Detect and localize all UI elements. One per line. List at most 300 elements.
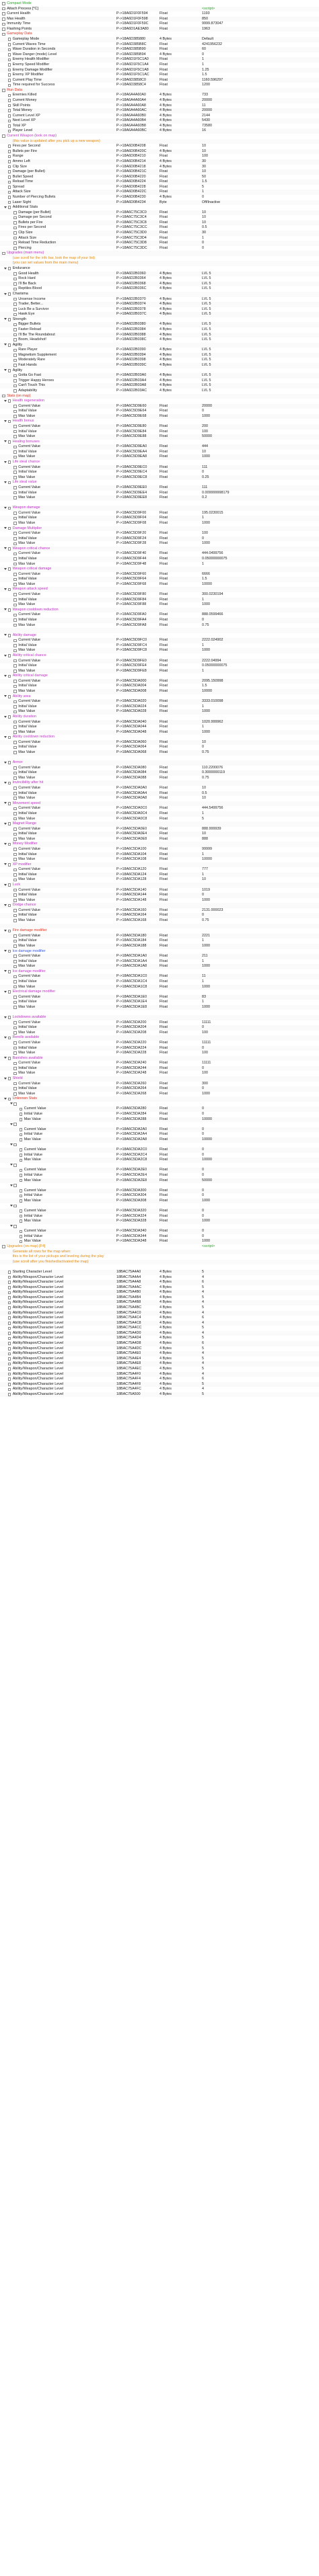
table-row[interactable] bbox=[0, 592, 319, 598]
active-checkbox[interactable] bbox=[8, 1077, 11, 1080]
active-checkbox[interactable] bbox=[8, 1296, 11, 1299]
row-value[interactable]: 1000 bbox=[202, 1004, 210, 1009]
table-row[interactable] bbox=[0, 1316, 319, 1321]
active-checkbox[interactable] bbox=[13, 879, 17, 882]
active-checkbox[interactable] bbox=[13, 456, 17, 459]
active-checkbox[interactable] bbox=[8, 654, 11, 657]
expand-arrow-icon[interactable] bbox=[4, 268, 7, 270]
active-checkbox[interactable] bbox=[13, 1021, 17, 1024]
active-checkbox[interactable] bbox=[2, 134, 5, 138]
row-value[interactable]: 1000 bbox=[202, 602, 210, 607]
row-value[interactable]: 1 bbox=[202, 597, 204, 602]
table-row[interactable] bbox=[0, 114, 319, 119]
table-row[interactable] bbox=[0, 261, 319, 266]
table-row[interactable] bbox=[0, 57, 319, 63]
expand-arrow-icon[interactable] bbox=[4, 608, 7, 610]
table-row[interactable] bbox=[0, 602, 319, 608]
active-checkbox[interactable] bbox=[8, 527, 11, 530]
table-row[interactable] bbox=[0, 353, 319, 358]
row-value[interactable]: 10000 bbox=[202, 689, 212, 694]
active-checkbox[interactable] bbox=[8, 1306, 11, 1310]
row-value[interactable]: LVL 5 bbox=[202, 383, 211, 388]
row-value[interactable]: 2222.04994 bbox=[202, 658, 221, 663]
expand-arrow-icon[interactable] bbox=[4, 843, 7, 845]
table-row[interactable] bbox=[0, 944, 319, 949]
active-checkbox[interactable] bbox=[13, 410, 17, 413]
active-checkbox[interactable] bbox=[8, 1388, 11, 1392]
expand-arrow-icon[interactable] bbox=[4, 695, 7, 697]
expand-arrow-icon[interactable] bbox=[4, 344, 7, 346]
active-checkbox[interactable] bbox=[8, 1098, 11, 1101]
active-checkbox[interactable] bbox=[8, 1322, 11, 1325]
expand-arrow-icon[interactable] bbox=[4, 440, 7, 442]
active-checkbox[interactable] bbox=[2, 1245, 5, 1248]
active-checkbox[interactable] bbox=[20, 1133, 23, 1137]
active-checkbox[interactable] bbox=[20, 1199, 23, 1203]
group-row[interactable] bbox=[0, 862, 319, 868]
active-checkbox[interactable] bbox=[13, 216, 17, 220]
active-checkbox[interactable] bbox=[13, 1092, 17, 1096]
active-checkbox[interactable] bbox=[8, 843, 11, 846]
row-value[interactable]: LVL 5 bbox=[202, 378, 211, 383]
active-checkbox[interactable] bbox=[13, 471, 17, 474]
active-checkbox[interactable] bbox=[13, 934, 17, 938]
row-value[interactable]: 1 bbox=[202, 643, 204, 647]
table-row[interactable] bbox=[0, 256, 319, 261]
row-value[interactable]: LVL 5 bbox=[202, 348, 211, 352]
table-row[interactable] bbox=[0, 491, 319, 496]
row-value[interactable]: 1.5 bbox=[202, 577, 207, 581]
row-value[interactable]: 100 bbox=[202, 531, 208, 536]
active-checkbox[interactable] bbox=[13, 772, 17, 775]
expand-arrow-icon[interactable] bbox=[4, 1098, 7, 1100]
row-value[interactable]: 5 bbox=[202, 816, 204, 821]
group-row[interactable] bbox=[0, 928, 319, 934]
table-row[interactable] bbox=[0, 1311, 319, 1316]
active-checkbox[interactable] bbox=[20, 1159, 23, 1162]
table-row[interactable] bbox=[0, 511, 319, 516]
row-value[interactable]: 2222.024902 bbox=[202, 638, 223, 643]
row-value[interactable]: 1 bbox=[202, 561, 204, 566]
table-row[interactable] bbox=[0, 847, 319, 852]
expand-arrow-icon[interactable] bbox=[4, 568, 7, 570]
active-checkbox[interactable] bbox=[8, 950, 11, 953]
table-row[interactable] bbox=[0, 495, 319, 501]
active-checkbox[interactable] bbox=[13, 425, 17, 428]
active-checkbox[interactable] bbox=[2, 2, 5, 5]
table-row[interactable] bbox=[0, 1250, 319, 1255]
expand-arrow-icon[interactable] bbox=[4, 655, 7, 657]
group-row[interactable] bbox=[0, 394, 319, 399]
active-checkbox[interactable] bbox=[13, 313, 17, 317]
row-value[interactable]: 0.3000000119 bbox=[202, 770, 225, 775]
row-value[interactable]: 100 bbox=[202, 1051, 208, 1055]
table-row[interactable] bbox=[0, 1336, 319, 1341]
table-row[interactable] bbox=[0, 404, 319, 409]
table-row[interactable] bbox=[0, 444, 319, 450]
active-checkbox[interactable] bbox=[8, 567, 11, 571]
row-value[interactable]: 1 bbox=[202, 979, 204, 983]
table-row[interactable] bbox=[0, 1295, 319, 1301]
group-row[interactable] bbox=[0, 801, 319, 807]
table-row[interactable] bbox=[0, 1046, 319, 1051]
row-value[interactable]: 211 bbox=[202, 954, 208, 959]
row-value[interactable]: 10 bbox=[202, 449, 206, 454]
active-checkbox[interactable] bbox=[8, 1383, 11, 1386]
table-row[interactable] bbox=[0, 1132, 319, 1137]
active-checkbox[interactable] bbox=[13, 604, 17, 607]
table-row[interactable] bbox=[0, 307, 319, 313]
active-checkbox[interactable] bbox=[13, 450, 17, 454]
active-checkbox[interactable] bbox=[13, 476, 17, 479]
active-checkbox[interactable] bbox=[13, 975, 17, 979]
row-value[interactable]: 4 bbox=[202, 1275, 204, 1279]
active-checkbox[interactable] bbox=[13, 1123, 17, 1126]
table-row[interactable] bbox=[0, 562, 319, 567]
table-row[interactable] bbox=[0, 852, 319, 858]
row-value[interactable]: 733 bbox=[202, 93, 208, 97]
row-value[interactable]: 10 bbox=[202, 877, 206, 882]
active-checkbox[interactable] bbox=[13, 838, 17, 841]
active-checkbox[interactable] bbox=[8, 206, 11, 209]
active-checkbox[interactable] bbox=[8, 1312, 11, 1315]
active-checkbox[interactable] bbox=[20, 1148, 23, 1152]
table-row[interactable] bbox=[0, 190, 319, 195]
expand-arrow-icon[interactable] bbox=[10, 1205, 13, 1207]
table-row[interactable] bbox=[0, 669, 319, 674]
row-value[interactable]: 1160.596297 bbox=[202, 77, 223, 82]
row-value[interactable]: 1963 bbox=[202, 26, 210, 31]
active-checkbox[interactable] bbox=[8, 675, 11, 678]
row-value[interactable]: 4 bbox=[202, 1371, 204, 1376]
active-checkbox[interactable] bbox=[8, 1377, 11, 1381]
active-checkbox[interactable] bbox=[8, 822, 11, 826]
active-checkbox[interactable] bbox=[13, 328, 17, 331]
table-row[interactable] bbox=[0, 241, 319, 246]
expand-arrow-icon[interactable] bbox=[4, 716, 7, 718]
row-value[interactable]: 1 bbox=[202, 57, 204, 62]
active-checkbox[interactable] bbox=[20, 1169, 23, 1172]
table-row[interactable] bbox=[0, 501, 319, 506]
row-value[interactable]: 11 bbox=[202, 974, 206, 979]
row-value[interactable]: 10 bbox=[202, 786, 206, 791]
table-row[interactable] bbox=[0, 1290, 319, 1295]
active-checkbox[interactable] bbox=[8, 267, 11, 270]
table-row[interactable] bbox=[0, 1137, 319, 1143]
active-checkbox[interactable] bbox=[13, 247, 17, 250]
active-checkbox[interactable] bbox=[13, 282, 17, 286]
active-checkbox[interactable] bbox=[8, 1281, 11, 1284]
table-row[interactable] bbox=[0, 414, 319, 419]
table-row[interactable] bbox=[0, 888, 319, 893]
active-checkbox[interactable] bbox=[13, 614, 17, 617]
row-value[interactable]: 6666 bbox=[202, 571, 210, 576]
row-value[interactable]: LVL 5 bbox=[202, 312, 211, 317]
group-row[interactable] bbox=[0, 903, 319, 908]
active-checkbox[interactable] bbox=[8, 175, 11, 179]
row-value[interactable]: 4241956232 bbox=[202, 42, 222, 46]
row-value[interactable]: Default bbox=[202, 37, 214, 42]
row-value[interactable]: 0.75 bbox=[202, 750, 209, 754]
row-value[interactable]: 777 bbox=[202, 867, 208, 872]
table-row[interactable] bbox=[0, 83, 319, 88]
row-value[interactable]: 5 bbox=[202, 1381, 204, 1386]
active-checkbox[interactable] bbox=[8, 73, 11, 77]
active-checkbox[interactable] bbox=[13, 639, 17, 643]
row-value[interactable]: LVL 5 bbox=[202, 302, 211, 307]
table-row[interactable] bbox=[0, 47, 319, 52]
group-row[interactable] bbox=[0, 1035, 319, 1041]
group-row[interactable] bbox=[0, 821, 319, 827]
table-row[interactable] bbox=[0, 776, 319, 781]
row-value[interactable]: 0 bbox=[202, 745, 204, 750]
active-checkbox[interactable] bbox=[13, 685, 17, 688]
row-value[interactable]: 1000 bbox=[202, 1091, 210, 1096]
active-checkbox[interactable] bbox=[13, 374, 17, 378]
active-checkbox[interactable] bbox=[13, 869, 17, 872]
group-row[interactable] bbox=[0, 715, 319, 720]
row-value[interactable]: 0.5 bbox=[202, 791, 207, 795]
table-row[interactable] bbox=[0, 1082, 319, 1087]
group-row[interactable] bbox=[0, 1163, 319, 1168]
table-row[interactable] bbox=[0, 938, 319, 944]
table-row[interactable] bbox=[0, 837, 319, 842]
active-checkbox[interactable] bbox=[13, 1143, 17, 1147]
active-checkbox[interactable] bbox=[8, 1373, 11, 1376]
active-checkbox[interactable] bbox=[13, 980, 17, 983]
row-value[interactable]: 11111 bbox=[202, 1040, 211, 1045]
row-value[interactable]: 1.5 bbox=[202, 684, 207, 688]
expand-arrow-icon[interactable] bbox=[4, 970, 7, 972]
active-checkbox[interactable] bbox=[13, 231, 17, 235]
row-value[interactable]: 1 bbox=[202, 668, 204, 673]
table-row[interactable] bbox=[0, 964, 319, 969]
table-row[interactable] bbox=[0, 766, 319, 771]
row-value[interactable]: 1000 bbox=[202, 648, 210, 653]
table-row[interactable] bbox=[0, 98, 319, 104]
row-value[interactable]: 5 bbox=[202, 1346, 204, 1351]
active-checkbox[interactable] bbox=[13, 389, 17, 393]
active-checkbox[interactable] bbox=[8, 1363, 11, 1366]
group-row[interactable] bbox=[0, 317, 319, 323]
table-row[interactable] bbox=[0, 705, 319, 710]
active-checkbox[interactable] bbox=[20, 1154, 23, 1157]
active-checkbox[interactable] bbox=[13, 573, 17, 576]
active-checkbox[interactable] bbox=[8, 930, 11, 933]
table-row[interactable] bbox=[0, 1000, 319, 1005]
row-value[interactable]: 4 bbox=[202, 1351, 204, 1356]
active-checkbox[interactable] bbox=[8, 420, 11, 424]
active-checkbox[interactable] bbox=[8, 990, 11, 994]
table-row[interactable] bbox=[0, 175, 319, 180]
row-value[interactable]: 6 bbox=[202, 1280, 204, 1285]
active-checkbox[interactable] bbox=[13, 211, 17, 214]
row-value[interactable]: LVL 5 bbox=[202, 286, 211, 291]
active-checkbox[interactable] bbox=[2, 89, 5, 92]
active-checkbox[interactable] bbox=[8, 1057, 11, 1060]
active-checkbox[interactable] bbox=[13, 812, 17, 815]
table-row[interactable] bbox=[0, 689, 319, 694]
row-value[interactable]: 4 bbox=[202, 1361, 204, 1366]
table-row[interactable] bbox=[0, 1153, 319, 1158]
group-row[interactable] bbox=[0, 1183, 319, 1189]
row-value[interactable]: 100 bbox=[202, 1030, 208, 1035]
active-checkbox[interactable] bbox=[20, 1113, 23, 1116]
active-checkbox[interactable] bbox=[13, 751, 17, 754]
table-row[interactable] bbox=[0, 68, 319, 73]
table-row[interactable] bbox=[0, 358, 319, 363]
table-row[interactable] bbox=[0, 1382, 319, 1387]
active-checkbox[interactable] bbox=[13, 787, 17, 790]
row-value[interactable]: 10000 bbox=[202, 1137, 212, 1141]
table-row[interactable] bbox=[0, 740, 319, 746]
row-value[interactable]: 11111 bbox=[202, 1020, 211, 1024]
table-row[interactable] bbox=[0, 551, 319, 557]
table-row[interactable] bbox=[0, 770, 319, 776]
table-row[interactable] bbox=[0, 643, 319, 649]
table-row[interactable] bbox=[0, 378, 319, 384]
table-row[interactable] bbox=[0, 995, 319, 1000]
row-value[interactable]: LVL 5 bbox=[202, 337, 211, 342]
table-row[interactable] bbox=[0, 974, 319, 979]
expand-arrow-icon[interactable] bbox=[4, 1057, 7, 1059]
group-row[interactable] bbox=[0, 205, 319, 210]
row-value[interactable]: 0 bbox=[202, 1112, 204, 1117]
table-row[interactable] bbox=[0, 934, 319, 939]
active-checkbox[interactable] bbox=[8, 114, 11, 118]
group-row[interactable] bbox=[0, 694, 319, 700]
expand-arrow-icon[interactable] bbox=[4, 950, 7, 952]
row-value[interactable]: 60 bbox=[202, 47, 206, 52]
table-row[interactable] bbox=[0, 454, 319, 460]
table-row[interactable] bbox=[0, 333, 319, 338]
expand-arrow-icon[interactable] bbox=[4, 507, 7, 509]
active-checkbox[interactable] bbox=[13, 725, 17, 729]
table-row[interactable] bbox=[0, 159, 319, 165]
active-checkbox[interactable] bbox=[8, 608, 11, 612]
row-value[interactable]: 10 bbox=[202, 832, 206, 836]
table-row[interactable] bbox=[0, 165, 319, 170]
active-checkbox[interactable] bbox=[8, 1327, 11, 1330]
row-value[interactable]: 0 bbox=[202, 52, 204, 56]
row-value[interactable]: 1000 bbox=[202, 1198, 210, 1203]
row-value[interactable]: 300 bbox=[202, 1081, 208, 1086]
active-checkbox[interactable] bbox=[13, 1102, 17, 1106]
table-row[interactable] bbox=[0, 1260, 319, 1265]
group-row[interactable] bbox=[0, 780, 319, 786]
row-value[interactable]: 5 bbox=[202, 1305, 204, 1310]
table-row[interactable] bbox=[0, 1025, 319, 1031]
table-row[interactable] bbox=[0, 169, 319, 175]
row-value[interactable]: 50000 bbox=[202, 434, 212, 439]
row-value[interactable]: 11 bbox=[202, 103, 206, 108]
row-value[interactable]: 0 bbox=[202, 1106, 204, 1111]
table-row[interactable] bbox=[0, 1229, 319, 1234]
table-row[interactable] bbox=[0, 582, 319, 588]
table-row[interactable] bbox=[0, 725, 319, 730]
row-value[interactable]: 0 bbox=[202, 913, 204, 918]
active-checkbox[interactable] bbox=[8, 1016, 11, 1019]
row-value[interactable]: 10 bbox=[202, 796, 206, 801]
active-checkbox[interactable] bbox=[13, 542, 17, 546]
active-checkbox[interactable] bbox=[20, 1209, 23, 1213]
active-checkbox[interactable] bbox=[8, 1393, 11, 1396]
table-row[interactable] bbox=[0, 302, 319, 307]
row-value[interactable]: 1 bbox=[202, 516, 204, 520]
row-value[interactable]: 30 bbox=[202, 159, 206, 163]
table-row[interactable] bbox=[0, 409, 319, 414]
table-row[interactable] bbox=[0, 179, 319, 185]
table-row[interactable] bbox=[0, 149, 319, 155]
group-row[interactable] bbox=[0, 1102, 319, 1107]
active-checkbox[interactable] bbox=[8, 1332, 11, 1335]
table-row[interactable] bbox=[0, 312, 319, 317]
table-row[interactable] bbox=[0, 1209, 319, 1214]
row-value[interactable]: 0 bbox=[202, 1086, 204, 1091]
row-value[interactable]: 5430 bbox=[202, 118, 210, 123]
row-value[interactable]: 10 bbox=[202, 220, 206, 225]
active-checkbox[interactable] bbox=[8, 547, 11, 551]
active-checkbox[interactable] bbox=[13, 1001, 17, 1004]
row-value[interactable]: 0 bbox=[202, 1132, 204, 1137]
active-checkbox[interactable] bbox=[13, 221, 17, 225]
group-row[interactable] bbox=[0, 1122, 319, 1127]
table-row[interactable] bbox=[0, 200, 319, 206]
active-checkbox[interactable] bbox=[13, 1164, 17, 1167]
table-row[interactable] bbox=[0, 1158, 319, 1163]
active-checkbox[interactable] bbox=[13, 644, 17, 647]
active-checkbox[interactable] bbox=[13, 1082, 17, 1086]
group-row[interactable] bbox=[0, 1015, 319, 1020]
active-checkbox[interactable] bbox=[13, 700, 17, 704]
table-row[interactable] bbox=[0, 628, 319, 633]
table-row[interactable] bbox=[0, 470, 319, 475]
group-row[interactable] bbox=[0, 251, 319, 256]
group-row[interactable] bbox=[0, 969, 319, 975]
active-checkbox[interactable] bbox=[2, 252, 5, 255]
row-value[interactable]: 1000 bbox=[202, 897, 210, 902]
table-row[interactable] bbox=[0, 756, 319, 761]
row-value[interactable]: 1.5 bbox=[202, 73, 207, 77]
active-checkbox[interactable] bbox=[13, 278, 17, 281]
active-checkbox[interactable] bbox=[13, 797, 17, 800]
table-row[interactable] bbox=[0, 918, 319, 924]
table-row[interactable] bbox=[0, 572, 319, 577]
table-row[interactable] bbox=[0, 1326, 319, 1331]
active-checkbox[interactable] bbox=[8, 63, 11, 67]
table-row[interactable] bbox=[0, 37, 319, 42]
group-row[interactable] bbox=[0, 506, 319, 511]
table-row[interactable] bbox=[0, 1280, 319, 1285]
row-value[interactable]: 1200 bbox=[202, 83, 210, 87]
table-row[interactable] bbox=[0, 1173, 319, 1178]
row-value[interactable]: 100 bbox=[202, 154, 208, 159]
group-row[interactable] bbox=[0, 760, 319, 766]
row-value[interactable]: 0 bbox=[202, 194, 204, 199]
table-row[interactable] bbox=[0, 612, 319, 618]
row-value[interactable]: 1 bbox=[202, 62, 204, 67]
row-value[interactable]: 2144 bbox=[202, 113, 210, 118]
active-checkbox[interactable] bbox=[13, 853, 17, 856]
table-row[interactable] bbox=[0, 1234, 319, 1240]
row-value[interactable]: 0 bbox=[202, 1025, 204, 1030]
active-checkbox[interactable] bbox=[2, 395, 5, 398]
active-checkbox[interactable] bbox=[13, 227, 17, 230]
active-checkbox[interactable] bbox=[8, 802, 11, 805]
row-value[interactable]: 4 bbox=[202, 1330, 204, 1335]
active-checkbox[interactable] bbox=[13, 583, 17, 586]
active-checkbox[interactable] bbox=[13, 237, 17, 240]
